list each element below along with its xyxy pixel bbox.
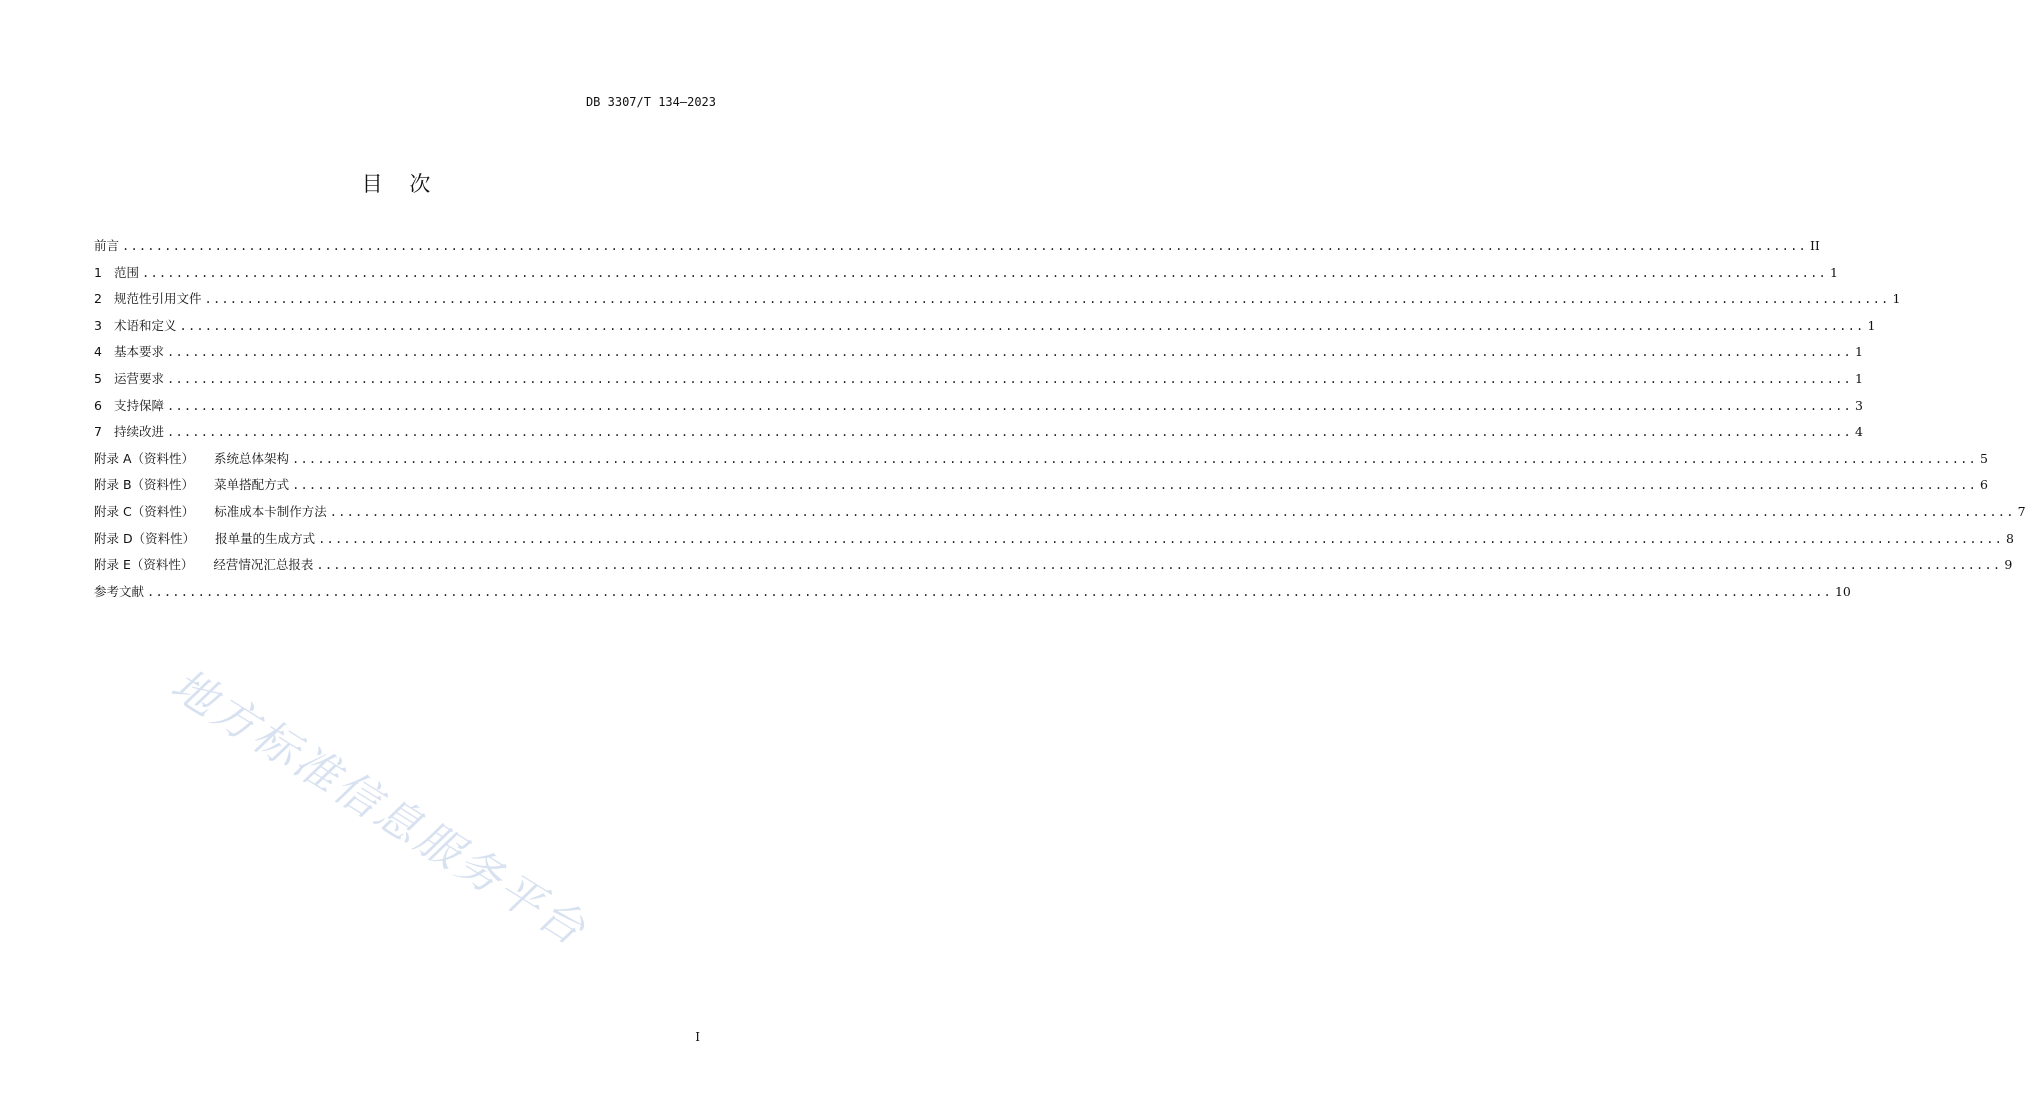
toc-entry-label: 报单量的生成方式: [215, 530, 316, 546]
toc-dot-leader: ........................................................................................................................................................................................................: [142, 265, 1827, 280]
toc-entry-number: 5: [94, 370, 102, 386]
toc-entry[interactable]: [94, 529, 2014, 556]
toc-entry-page: 1: [1867, 317, 1876, 333]
toc-entry-number: 4: [94, 344, 102, 360]
toc-entry-number: 7: [94, 424, 102, 440]
toc-entry-label: 术语和定义: [114, 317, 177, 333]
toc-entry-page: 3: [1854, 397, 1863, 413]
toc-entry-label: 范围: [114, 264, 140, 280]
toc-dot-leader: ........................................................................................................................................................................................................: [122, 239, 1807, 253]
toc-entry[interactable]: [94, 582, 1851, 609]
toc-entry-appendix: 附录 B（资料性）: [94, 477, 195, 493]
toc-entry[interactable]: [94, 449, 1988, 476]
toc-entry-page: 7: [2017, 503, 2026, 519]
toc-entry-page: 6: [1980, 477, 1988, 493]
toc-entry-number: 2: [94, 291, 102, 307]
toc-entry-label: 参考文献: [94, 583, 145, 599]
toc-entry[interactable]: [94, 396, 1863, 423]
toc-dot-leader: ........................................................................................................................................................................................................: [204, 292, 1890, 307]
toc-entry[interactable]: [94, 236, 1820, 263]
toc-entry-appendix: 附录 C（资料性）: [94, 503, 195, 519]
toc-entry-label: 规范性引用文件: [114, 291, 202, 307]
toc-entry[interactable]: [94, 369, 1863, 396]
toc-dot-leader: ........................................................................................................................................................................................................: [167, 371, 1852, 386]
toc-entry[interactable]: [94, 422, 1863, 449]
toc-entry-label: 前言: [94, 238, 120, 253]
toc-entry[interactable]: [94, 316, 1876, 343]
toc-entry[interactable]: [94, 263, 1838, 290]
toc-dot-leader: ........................................................................................................................................................................................................: [167, 398, 1852, 413]
toc-entry[interactable]: [94, 502, 2026, 529]
toc-dot-leader: ........................................................................................................................................................................................................: [329, 504, 2015, 519]
toc-entry-number: 3: [94, 317, 102, 333]
toc-entry-page: 9: [2004, 557, 2013, 573]
toc-entry[interactable]: [94, 342, 1863, 369]
toc-entry-label: 支持保障: [114, 397, 165, 413]
document-code: DB 3307/T 134—2023: [585, 95, 716, 109]
toc-entry-page: 4: [1854, 424, 1863, 440]
toc-entry-page: 1: [1892, 291, 1901, 307]
table-of-contents: [94, 236, 2026, 608]
toc-entry-appendix: 附录 D（资料性）: [94, 530, 196, 546]
toc-entry[interactable]: [94, 555, 2013, 582]
toc-entry-page: 10: [1834, 583, 1851, 599]
toc-dot-leader: ........................................................................................................................................................................................................: [318, 531, 2004, 546]
toc-dot-leader: ........................................................................................................................................................................................................: [292, 451, 1977, 466]
toc-entry[interactable]: [94, 475, 1988, 502]
toc-entry-page: 8: [2006, 530, 2014, 546]
toc-entry-appendix: 附录 A（资料性）: [94, 450, 195, 466]
toc-entry-page: 1: [1854, 370, 1863, 386]
toc-title: 目 次: [361, 172, 431, 196]
toc-dot-leader: ........................................................................................................................................................................................................: [316, 558, 2002, 573]
toc-entry-label: 经营情况汇总报表: [213, 557, 314, 573]
toc-entry-number: 6: [94, 397, 102, 413]
toc-entry-label: 标准成本卡制作方法: [214, 503, 327, 519]
toc-entry-label: 菜单搭配方式: [214, 477, 290, 493]
toc-entry-label: 持续改进: [114, 424, 165, 440]
toc-entry-label: 系统总体架构: [214, 450, 290, 466]
toc-entry-label: 运营要求: [114, 370, 165, 386]
toc-entry-page: 1: [1854, 344, 1863, 360]
toc-entry-number: 1: [94, 264, 102, 280]
toc-entry-page: II: [1809, 238, 1820, 253]
toc-entry-appendix: 附录 E（资料性）: [94, 557, 194, 573]
toc-dot-leader: ........................................................................................................................................................................................................: [147, 584, 1832, 599]
page-number: I: [695, 1030, 700, 1044]
toc-entry-label: 基本要求: [114, 344, 165, 360]
toc-dot-leader: ........................................................................................................................................................................................................: [167, 345, 1852, 360]
watermark: 地方标准信息服务平台: [162, 659, 597, 957]
toc-entry-page: 1: [1829, 264, 1838, 280]
toc-dot-leader: ........................................................................................................................................................................................................: [179, 318, 1865, 333]
toc-dot-leader: ........................................................................................................................................................................................................: [167, 425, 1852, 440]
toc-dot-leader: ........................................................................................................................................................................................................: [292, 478, 1977, 493]
toc-entry-page: 5: [1979, 450, 1988, 466]
toc-entry[interactable]: [94, 289, 1901, 316]
